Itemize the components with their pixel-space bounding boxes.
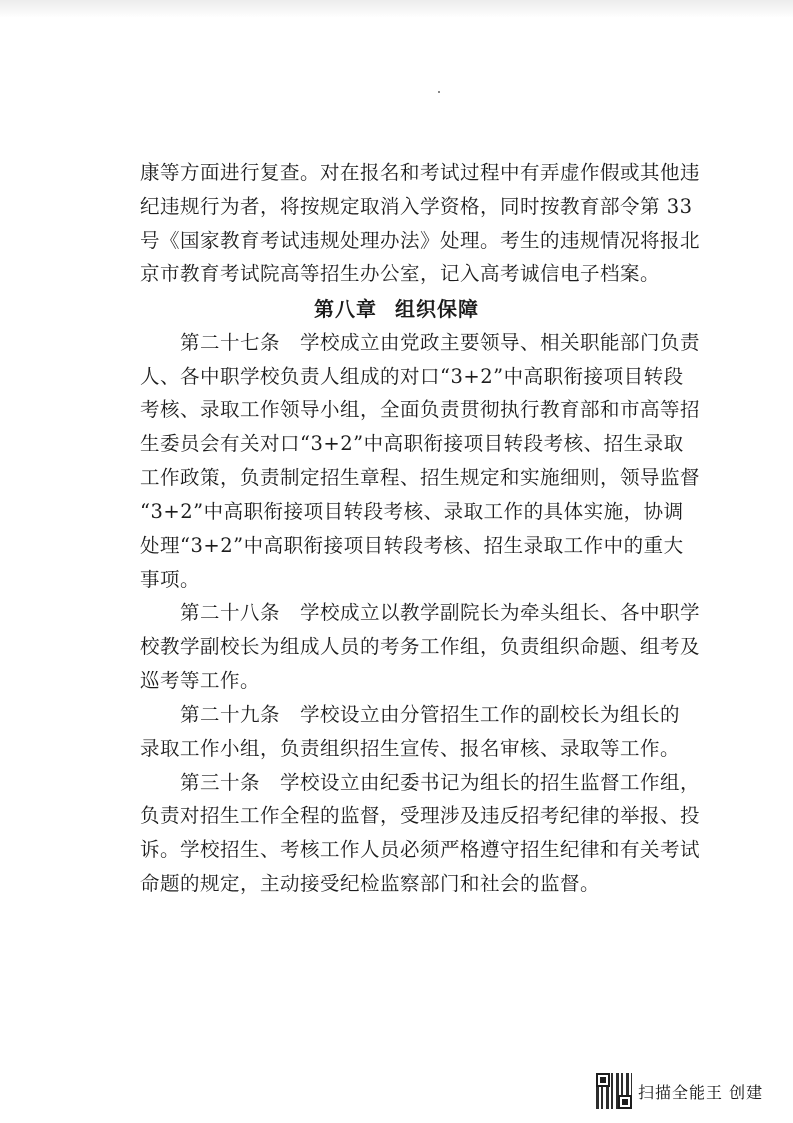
chapter-name: 组织保障	[395, 297, 479, 321]
article-30-line: 负责对招生工作全程的监督，受理涉及违反招考纪律的举报、投	[140, 804, 701, 827]
article-27-line: 生委员会有关对口“3+2”中高职衔接项目转段考核、招生录取	[140, 432, 684, 455]
article-28-line: 巡考等工作。	[140, 669, 261, 692]
article-27-line: 人、各中职学校负责人组成的对口“3+2”中高职衔接项目转段	[140, 365, 684, 388]
qr-code-icon	[596, 1073, 632, 1109]
article-30-line: 命题的规定，主动接受纪检监察部门和社会的监督。	[140, 872, 601, 895]
article-27-line: 工作政策，负责制定招生章程、招生规定和实施细则，领导监督	[140, 466, 701, 489]
intro-line: 纪违规行为者，将按规定取消入学资格，同时按教育部令第 33	[140, 195, 693, 218]
article-29-line: 录取工作小组，负责组织招生宣传、报名审核、录取等工作。	[140, 737, 681, 760]
article-30-line: 第三十条 学校设立由纪委书记为组长的招生监督工作组，	[180, 771, 701, 794]
scan-top-shadow	[0, 0, 793, 18]
article-27-line: 事项。	[140, 568, 201, 591]
intro-line: 京市教育考试院高等招生办公室，记入高考诚信电子档案。	[140, 262, 661, 285]
scanner-watermark	[596, 1071, 763, 1111]
article-27-line: 第二十七条 学校成立由党政主要领导、相关职能部门负责	[180, 331, 701, 354]
chapter-number: 第八章	[314, 297, 377, 321]
intro-line: 号《国家教育考试违规处理办法》处理。考生的违规情况将报北	[140, 229, 701, 252]
article-27-line: 考核、录取工作领导小组，全面负责贯彻执行教育部和市高等招	[140, 398, 701, 421]
chapter-heading	[0, 294, 793, 324]
article-29-line: 第二十九条 学校设立由分管招生工作的副校长为组长的	[180, 703, 681, 726]
article-28-line: 校教学副校长为组成人员的考务工作组，负责组织命题、组考及	[140, 635, 701, 658]
article-27-line: “3+2”中高职衔接项目转段考核、录取工作的具体实施，协调	[140, 500, 684, 523]
article-27-line: 处理“3+2”中高职衔接项目转段考核、招生录取工作中的重大	[140, 534, 684, 557]
article-30-line: 诉。学校招生、考核工作人员必须严格遵守招生纪律和有关考试	[140, 838, 701, 861]
watermark-text: 扫描全能王 创建	[638, 1082, 764, 1102]
article-28-line: 第二十八条 学校成立以教学副院长为牵头组长、各中职学	[180, 601, 701, 624]
intro-line: 康等方面进行复查。对在报名和考试过程中有弄虚作假或其他违	[140, 161, 701, 184]
scan-speck	[438, 91, 440, 93]
